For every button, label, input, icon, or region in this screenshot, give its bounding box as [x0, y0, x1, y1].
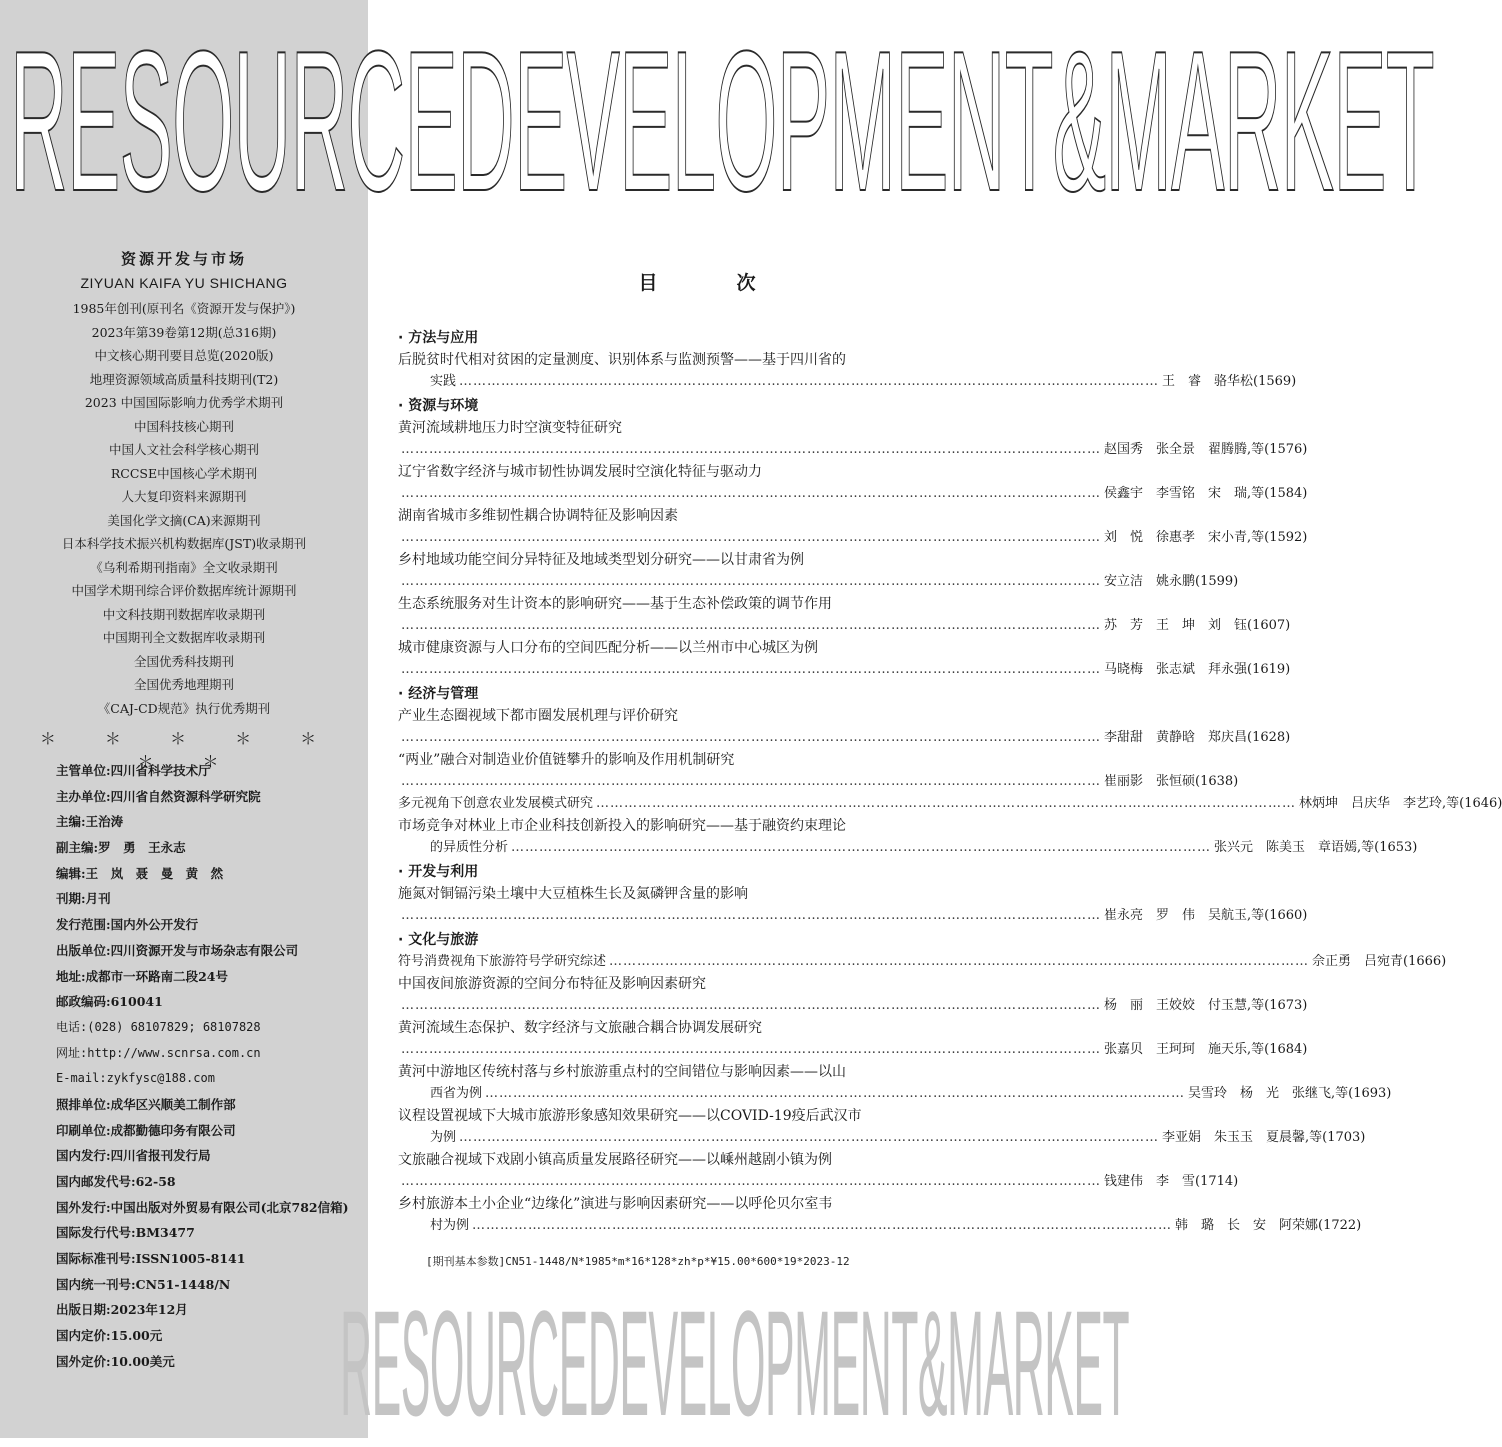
article-title-cont: 西省为例: [430, 1086, 483, 1101]
dot-leader: [472, 1215, 1172, 1237]
article-line: [398, 793, 1502, 815]
article-title-cont: 为例: [430, 1130, 457, 1145]
article-line: [398, 837, 1418, 859]
article-authors: 杨 丽 王姣姣 付玉慧,等(1673): [1104, 998, 1308, 1013]
table-of-contents: [398, 268, 1502, 1237]
article-authors: 钱建伟 李 雪(1714): [1104, 1174, 1239, 1189]
article-line: [398, 1127, 1366, 1149]
dot-leader: [511, 837, 1211, 859]
meta-line: 中国人文社会科学核心期刊: [108, 442, 259, 457]
meta-line: 中文科技期刊数据库收录期刊: [102, 606, 266, 622]
article-authors: 崔永亮 罗 伟 吴航玉,等(1660): [1104, 908, 1308, 923]
dot-leader: [401, 571, 1101, 593]
meta-line: 中国学术期刊综合评价数据库统计源期刊: [71, 583, 297, 598]
article-line: [398, 771, 1239, 793]
detail-row: 主办单位:四川省自然资源科学研究院: [56, 788, 261, 804]
dot-leader: [401, 659, 1101, 681]
toc-body: [398, 327, 1502, 1237]
banner-bottom: RESOURCEDEVELOPMENT&MARKET: [340, 1279, 1130, 1447]
detail-row: 出版单位:四川资源开发与市场杂志有限公司: [56, 942, 299, 958]
meta-line: 全国优秀科技期刊: [133, 653, 234, 669]
article-authors: 张兴元 陈美玉 章语嫣,等(1653): [1214, 840, 1418, 855]
section-heading: · 开发与利用: [398, 864, 479, 880]
journal-title-roman: ZIYUAN KAIFA YU SHICHANG: [80, 275, 288, 291]
meta-line: 2023年第39卷第12期(总316期): [91, 324, 277, 340]
detail-row: 地址:成都市一环路南二段24号: [56, 968, 229, 984]
dot-leader: [401, 771, 1101, 793]
article-title: 后脱贫时代相对贫困的定量测度、识别体系与监测预警——基于四川省的: [398, 352, 846, 368]
article-line: [398, 659, 1291, 681]
article-title: 乡村地域功能空间分异特征及地域类型划分研究——以甘肃省为例: [398, 552, 804, 568]
article-title: 产业生态圈视域下都市圈发展机理与评价研究: [398, 708, 678, 724]
article-title: 黄河中游地区传统村落与乡村旅游重点村的空间错位与影响因素——以山: [398, 1064, 846, 1080]
article-title: 文旅融合视域下戏剧小镇高质量发展路径研究——以嵊州越剧小镇为例: [398, 1152, 832, 1168]
article-authors: 韩 璐 长 安 阿荣娜(1722): [1175, 1218, 1362, 1233]
detail-row: 国外定价:10.00美元: [56, 1353, 175, 1369]
meta-line: 中国期刊全文数据库收录期刊: [102, 630, 266, 645]
dot-leader: [401, 1171, 1101, 1193]
article-title: 湖南省城市多维韧性耦合协调特征及影响因素: [398, 508, 678, 524]
article-title: 中国夜间旅游资源的空间分布特征及影响因素研究: [398, 976, 706, 992]
meta-line: 日本科学技术振兴机构数据库(JST)收录期刊: [61, 536, 307, 551]
article-authors: 安立洁 姚永鹏(1599): [1104, 574, 1239, 589]
dot-leader: [401, 527, 1101, 549]
article-title-cont: 的异质性分析: [430, 840, 509, 855]
article-line: [398, 571, 1239, 593]
star-divider: ＊ ＊ ＊ ＊ ＊ ＊ ＊: [39, 729, 339, 771]
article-title-cont: 符号消费视角下旅游符号学研究综述: [398, 954, 607, 969]
meta-line: 2023 中国国际影响力优秀学术期刊: [84, 395, 284, 410]
detail-row: 主管单位:四川省科学技术厅: [56, 763, 211, 778]
article-title: “两业”融合对制造业价值链攀升的影响及作用机制研究: [398, 752, 735, 768]
dot-leader: [401, 727, 1101, 749]
meta-line: 《CAJ-CD规范》执行优秀期刊: [97, 700, 271, 716]
article-title: 辽宁省数字经济与城市韧性协调发展时空演化特征与驱动力: [398, 464, 762, 480]
dot-leader: [401, 995, 1101, 1017]
detail-row: 国外发行:中国出版对外贸易有限公司(北京782信箱): [56, 1199, 349, 1215]
article-title: 施氮对铜镉污染土壤中大豆植株生长及氮磷钾含量的影响: [398, 886, 748, 902]
meta-line: 中国科技核心期刊: [133, 418, 234, 434]
article-authors: 赵国秀 张全景 翟腾腾,等(1576): [1104, 442, 1308, 457]
meta-line: 地理资源领域高质量科技期刊(T2): [89, 371, 279, 387]
article-title: 市场竞争对林业上市企业科技创新投入的影响研究——基于融资约束理论: [398, 818, 846, 834]
meta-line: 1985年创刊(原刊名《资源开发与保护》): [72, 301, 296, 316]
journal-meta-lines: [0, 297, 368, 720]
article-authors: 张嘉贝 王珂珂 施天乐,等(1684): [1104, 1042, 1308, 1057]
article-title: 乡村旅游本土小企业“边缘化”演进与影响因素研究——以呼伦贝尔室韦: [398, 1196, 833, 1212]
meta-line: 全国优秀地理期刊: [133, 677, 234, 692]
dot-leader: [485, 1083, 1185, 1105]
article-line: [398, 995, 1308, 1017]
dot-leader: [596, 793, 1296, 815]
article-title: 生态系统服务对生计资本的影响研究——基于生态补偿政策的调节作用: [398, 596, 832, 612]
detail-row: 主编:王治涛: [56, 814, 124, 830]
dot-leader: [401, 905, 1101, 927]
journal-title: 资源开发与市场: [120, 250, 247, 268]
toc-title: 目 次: [638, 272, 786, 294]
article-authors: 吴雪玲 杨 光 张继飞,等(1693): [1188, 1086, 1392, 1101]
article-line: [398, 1171, 1239, 1193]
article-title: 城市健康资源与人口分布的空间匹配分析——以兰州市中心城区为例: [398, 640, 818, 656]
detail-row: 编辑:王 岚 聂 曼 黄 然: [56, 865, 224, 881]
dot-leader: [401, 615, 1101, 637]
article-line: [398, 527, 1308, 549]
dot-leader: [401, 439, 1101, 461]
journal-details: [56, 758, 366, 1375]
section-heading: · 方法与应用: [398, 330, 479, 346]
article-authors: 崔丽影 张恒硕(1638): [1104, 774, 1239, 789]
article-authors: 马晓梅 张志斌 拜永强(1619): [1104, 662, 1291, 677]
detail-row: 副主编:罗 勇 王永志: [56, 840, 186, 856]
dot-leader: [459, 371, 1159, 393]
meta-line: 中文核心期刊要目总览(2020版): [94, 348, 274, 363]
dot-leader: [401, 483, 1101, 505]
detail-row: 国内发行:四川省报刊发行局: [56, 1148, 211, 1164]
detail-row: 印刷单位:成都勤德印务有限公司: [56, 1122, 236, 1138]
detail-row: 国内定价:15.00元: [56, 1328, 163, 1344]
detail-row: 网址:http://www.scnrsa.com.cn: [56, 1045, 261, 1060]
detail-row: E-mail:zykfysc@188.com: [56, 1071, 215, 1086]
article-title-cont: 多元视角下创意农业发展模式研究: [398, 796, 594, 811]
article-authors: 李亚娟 朱玉玉 夏晨馨,等(1703): [1162, 1130, 1366, 1145]
detail-row: 刊期:月刊: [56, 891, 111, 907]
article-title: 议程设置视域下大城市旅游形象感知效果研究——以COVID-19疫后武汉市: [398, 1108, 862, 1124]
article-line: [398, 1039, 1308, 1061]
article-line: [398, 1083, 1392, 1105]
detail-row: 国内邮发代号:62-58: [56, 1174, 176, 1189]
detail-row: 国际标准刊号:ISSN1005-8141: [56, 1251, 246, 1267]
journal-parameters: [期刊基本参数]CN51-1448/N*1985*m*16*128*zh*p*¥15.00*600*19*2023-12: [426, 1255, 850, 1268]
detail-row: 出版日期:2023年12月: [56, 1302, 188, 1318]
article-line: [398, 905, 1308, 927]
article-line: [398, 615, 1291, 637]
dot-leader: [609, 951, 1309, 973]
article-line: [398, 1215, 1362, 1237]
article-title: 黄河流域生态保护、数字经济与文旅融合耦合协调发展研究: [398, 1020, 762, 1036]
detail-row: 发行范围:国内外公开发行: [56, 917, 199, 933]
meta-line: RCCSE中国核心学术期刊: [110, 465, 258, 481]
article-line: [398, 371, 1297, 393]
article-authors: 王 睿 骆华松(1569): [1162, 374, 1297, 389]
journal-info: [0, 244, 368, 776]
article-authors: 苏 芳 王 坤 刘 钰(1607): [1104, 618, 1291, 633]
article-title-cont: 实践: [430, 374, 457, 389]
detail-row: 国际发行代号:BM3477: [56, 1225, 195, 1241]
detail-row: 照排单位:成华区兴顺美工制作部: [56, 1096, 236, 1112]
detail-row: 电话:(028) 68107829; 68107828: [56, 1019, 261, 1034]
article-title-cont: 村为例: [430, 1218, 470, 1233]
article-authors: 刘 悦 徐惠孝 宋小青,等(1592): [1104, 530, 1308, 545]
article-line: [398, 483, 1308, 505]
dot-leader: [459, 1127, 1159, 1149]
meta-line: 美国化学文摘(CA)来源期刊: [107, 512, 261, 528]
section-heading: · 经济与管理: [398, 686, 479, 702]
article-authors: 佘正勇 吕宛青(1666): [1312, 954, 1447, 969]
article-line: [398, 727, 1291, 749]
article-line: [398, 951, 1447, 973]
article-line: [398, 439, 1308, 461]
meta-line: 人大复印资料来源期刊: [121, 489, 247, 504]
banner-top: RESOURCEDEVELOPMENT&MARKET: [10, 10, 1434, 233]
dot-leader: [401, 1039, 1101, 1061]
section-heading: · 文化与旅游: [398, 932, 479, 948]
article-authors: 林炳坤 吕庆华 李艺玲,等(1646): [1299, 796, 1502, 811]
article-authors: 侯鑫宇 李雪铭 宋 瑞,等(1584): [1104, 486, 1308, 501]
article-title: 黄河流域耕地压力时空演变特征研究: [398, 420, 622, 436]
detail-row: 邮政编码:610041: [56, 994, 163, 1010]
section-heading: · 资源与环境: [398, 398, 479, 414]
meta-line: 《乌利希期刊指南》全文收录期刊: [90, 559, 278, 575]
detail-row: 国内统一刊号:CN51-1448/N: [56, 1276, 231, 1292]
article-authors: 李甜甜 黄静晗 郑庆昌(1628): [1104, 730, 1291, 745]
